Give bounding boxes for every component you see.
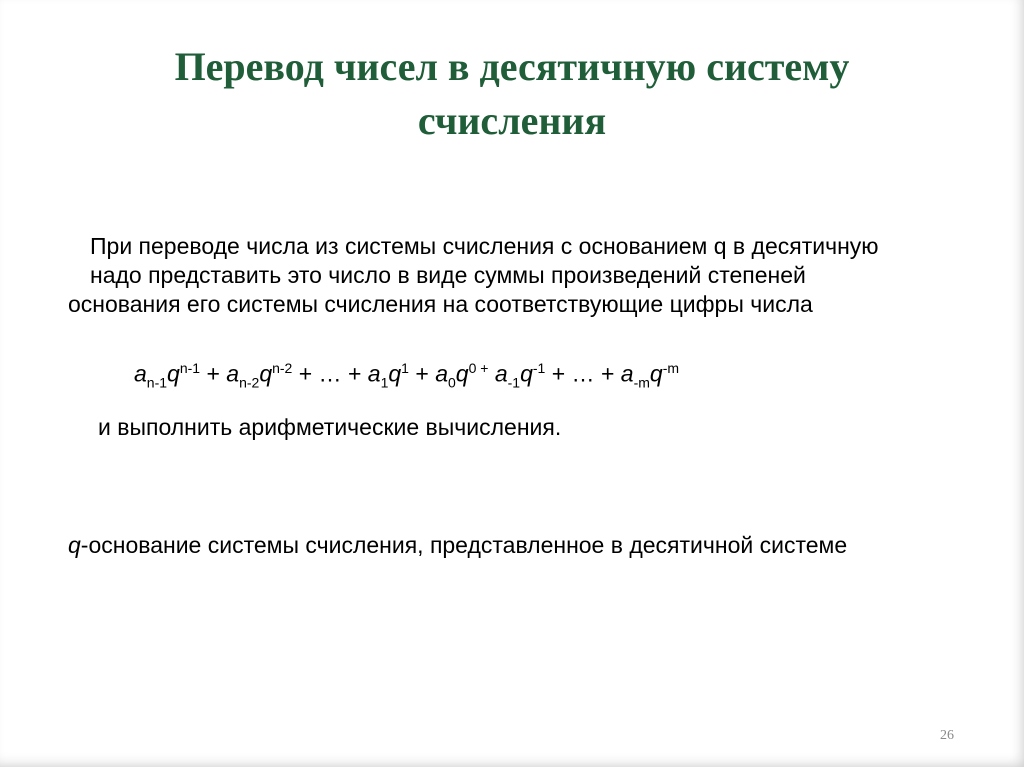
formula-sub-n-1: n-1: [146, 374, 168, 391]
formula-plus-1: +: [200, 360, 227, 387]
formula-sub-n-2: n-2: [239, 374, 260, 391]
formula-sub-0: 0: [447, 374, 456, 391]
slide-title: [60, 40, 964, 148]
paragraph-line-2: надо представить это число в виде суммы произведений степеней: [90, 262, 806, 288]
formula-ellipsis-1: + … +: [292, 360, 368, 387]
formula-sub-1: 1: [380, 374, 389, 391]
formula-sup-minus-1: -1: [532, 360, 546, 376]
formula-sup-n-2: n-2: [272, 360, 293, 376]
formula-a-1: a: [367, 360, 381, 387]
definition-variable: q: [68, 532, 81, 558]
explanation-paragraph: [68, 232, 988, 319]
formula-sup-minus-m: -m: [662, 360, 680, 376]
formula-a-minus-1: a: [488, 360, 508, 387]
formula-q-2: q: [259, 360, 273, 387]
formula-q-1: q: [167, 360, 180, 387]
formula-q-5: q: [520, 360, 533, 387]
paragraph-line-1: При переводе числа из системы счисления с основанием q в десятичную: [90, 233, 879, 259]
formula-sub-minus-m: -m: [633, 374, 650, 391]
formula-sup-1: 1: [401, 360, 409, 376]
formula-plus-2: +: [408, 360, 436, 387]
definition-text: [68, 532, 847, 559]
formula-q-6: q: [649, 360, 663, 387]
formula-q-4: q: [455, 360, 469, 387]
formula-sup-0: 0: [468, 360, 477, 376]
slide-title-line-2: счисления: [417, 98, 607, 143]
formula-a-minus-m: a: [620, 360, 634, 387]
formula-ellipsis-2: + … +: [545, 360, 621, 387]
page-number: 26: [940, 728, 954, 743]
formula-a-n-1: a: [134, 360, 147, 387]
paragraph-line-3: основания его системы счисления на соответствующие цифры числа: [68, 291, 813, 317]
definition-body: -основание системы счисления, представленное в десятичной системе: [80, 532, 848, 558]
formula-sup-n-1: n-1: [179, 360, 201, 376]
formula-a-n-2: a: [226, 360, 240, 387]
formula-sub-minus-1: -1: [507, 374, 521, 391]
formula-a-0: a: [435, 360, 448, 387]
formula-plus-sup: +: [476, 360, 489, 376]
conclusion-text: и выполнить арифметические вычисления.: [98, 414, 562, 440]
expansion-formula: [134, 360, 679, 390]
slide-title-line-1: Перевод чисел в десятичную систему: [174, 44, 850, 89]
formula-q-3: q: [388, 360, 402, 387]
